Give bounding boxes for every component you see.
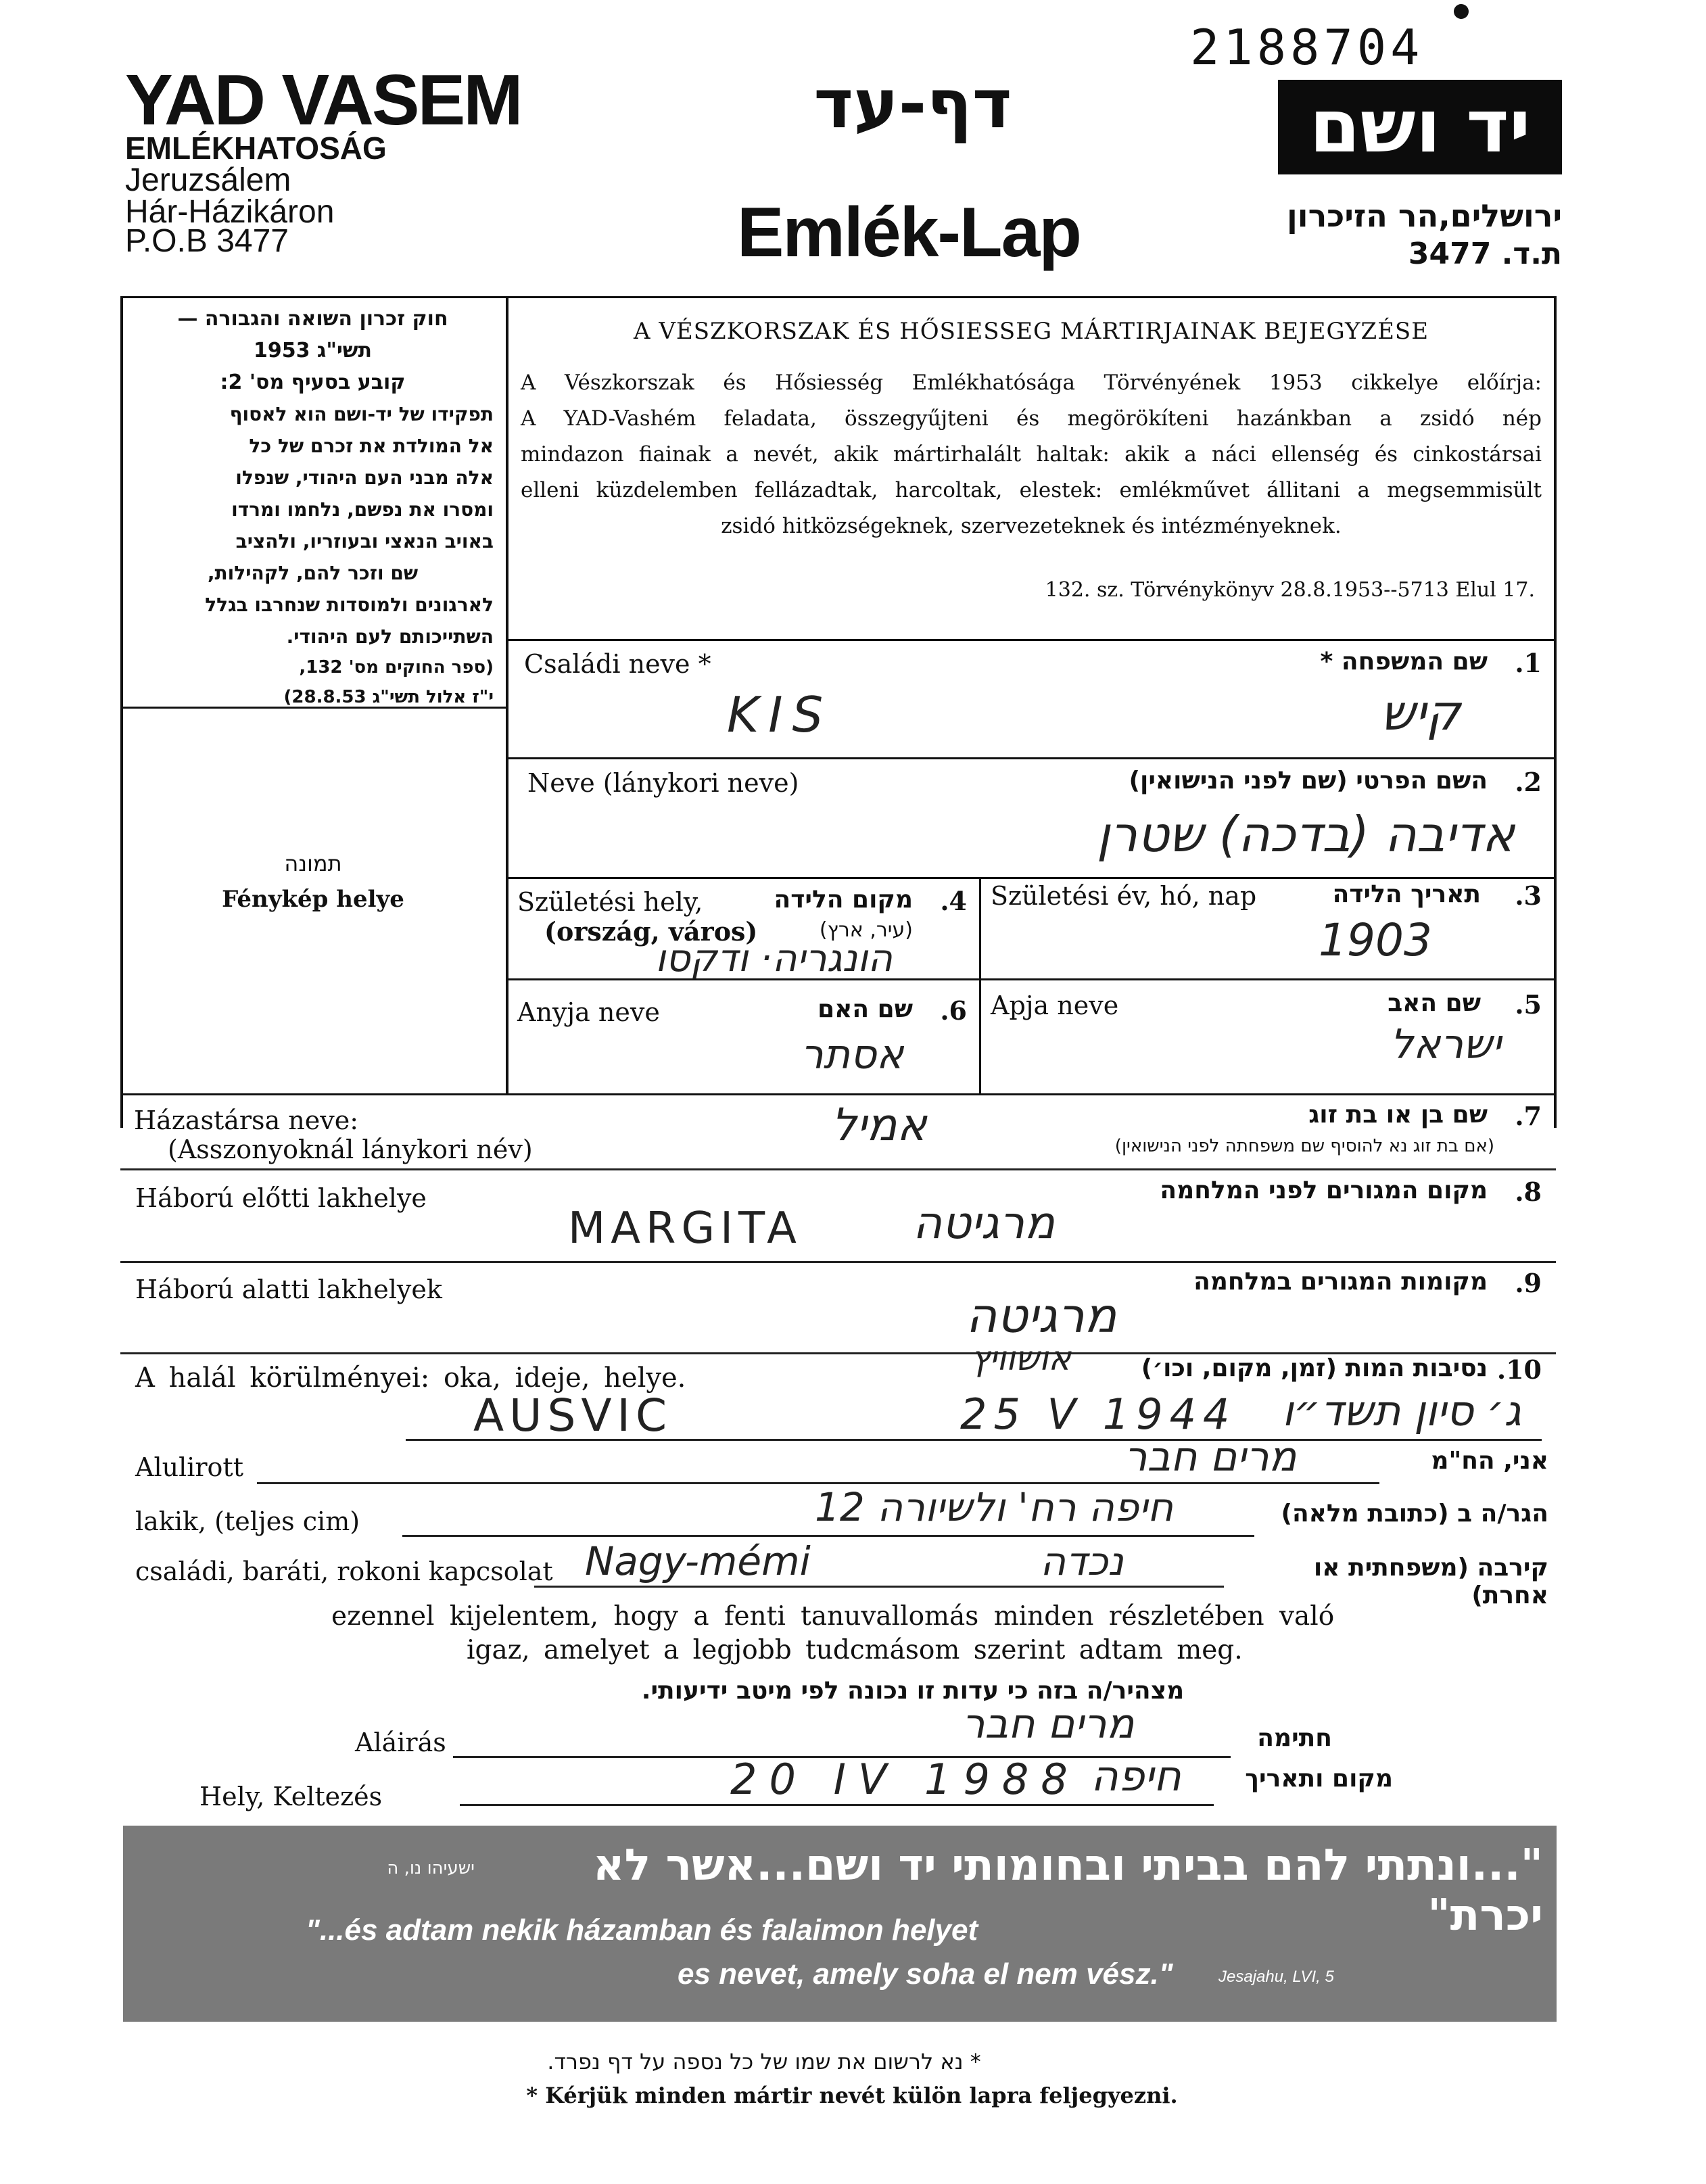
- hebrew-title: דף-עד: [813, 64, 1012, 143]
- law-line: תפקידו של יד-ושם הוא לאסוף: [229, 403, 494, 425]
- field-6-label: Anyja neve: [517, 997, 660, 1027]
- hebrew-address: ירושלים,הר הזיכרון: [1287, 197, 1562, 234]
- law-line: שם וזכר להם, לקהילות,: [207, 562, 419, 584]
- signature-hebrew: חתימה: [1257, 1724, 1332, 1752]
- law-line: קובע בסעיף מס' 2:: [220, 371, 406, 394]
- declarant-address-hebrew: הגר/ה ב (כתובת מלאה): [1281, 1500, 1548, 1527]
- org-sub: EMLÉKHATOSÁG: [125, 130, 387, 166]
- field-3-hebrew-label: תאריך הלידה: [1332, 880, 1481, 908]
- field-6-number: .6: [940, 995, 967, 1026]
- field-4-label-2: (ország, város): [544, 916, 758, 947]
- field-8-number: .8: [1515, 1177, 1542, 1207]
- footer-hebrew: * נא לרשום את שמו של כל נספה על דף נפרד.: [547, 2049, 981, 2074]
- declarant-address-label: lakik, (teljes cim): [135, 1506, 360, 1536]
- law-line: אל המולדת את זכרם של כל: [249, 435, 494, 457]
- statement-hebrew: מצהיר/ה בזה כי עדות זו נכונה לפי מיטב ידיעותי.: [641, 1677, 1185, 1705]
- field-8-underline: [120, 1261, 1556, 1263]
- photo-label: Fénykép helye: [222, 886, 404, 913]
- intro-line: A Vészkorszak és Hősiesség Emlékhatósága Törvényének 1953 cikkelye előírja:: [521, 371, 1542, 395]
- place-date-underline: [460, 1804, 1214, 1806]
- field-7-label: Házastársa neve:: [134, 1106, 359, 1135]
- declarant-name-hebrew: אני, הח"מ: [1431, 1447, 1548, 1475]
- field-5-label: Apja neve: [991, 991, 1119, 1020]
- law-box: [132, 303, 494, 712]
- field-10-value[interactable]: AUSVIC: [473, 1390, 673, 1442]
- law-line: ומסרו את נפשם, נלחמו ומרדו: [231, 498, 494, 521]
- field-4-hebrew-sub: (עיר, ארץ): [819, 918, 913, 942]
- declarant-address-value[interactable]: חיפה רח' ולשיורה 12: [815, 1484, 1173, 1530]
- intro-text: [521, 365, 1542, 544]
- field-1-label: Családi neve *: [524, 649, 711, 679]
- law-line: חוק זכרון השואה והגבורה —: [177, 307, 448, 331]
- org-name: YAD VASEM: [125, 60, 521, 140]
- banner-hebrew-ref: ישעיהו נו, ה: [387, 1858, 475, 1878]
- banner-line-2: es nevet, amely soha el nem vész.": [678, 1957, 1173, 1991]
- field-6-value-hebrew[interactable]: אסתר: [800, 1031, 904, 1078]
- banner-line-1: "...és adtam nekik házamban és falaimon helyet: [306, 1914, 978, 1947]
- law-box-divider: [506, 296, 508, 1094]
- field-1-hebrew-label: שם המשפחה *: [1320, 648, 1488, 675]
- frame-right: [1554, 296, 1557, 1128]
- intro-line: elleni küzdelemben fellázadtak, harcoltak, elestek: emlékművet állitani a megsemmisült: [521, 478, 1542, 502]
- law-line: לארגונים ולמוסדות שנחרבו בגלל: [205, 594, 494, 616]
- place-date-value-hebrew[interactable]: חיפה: [1091, 1751, 1181, 1801]
- col-divider-3-4: [979, 879, 981, 979]
- field-7-label-2: (Asszonyoknál lánykori név): [168, 1135, 533, 1164]
- page-title: Emlék-Lap: [737, 193, 1081, 272]
- declarant-relation-value[interactable]: Nagy-mémi: [585, 1538, 811, 1584]
- declarant-name-label: Alulirott: [135, 1452, 243, 1482]
- declarant-relation-underline: [534, 1586, 1224, 1588]
- logo-text: יד ושם: [1309, 85, 1531, 169]
- statement-line-1: ezennel kijelentem, hogy a fenti tanuvallomás minden részletében való: [331, 1601, 1335, 1632]
- field-8-label: Háború előtti lakhelye: [135, 1183, 427, 1213]
- row-line-1: [507, 639, 1555, 641]
- photo-label-hebrew: תמונה: [284, 851, 342, 876]
- hebrew-pob: ת.ד. 3477: [1408, 237, 1562, 271]
- field-9-number: .9: [1515, 1268, 1542, 1298]
- field-4-hebrew-label: מקום הלידה: [774, 886, 913, 913]
- declarant-relation-label: családi, baráti, rokoni kapcsolat: [135, 1557, 553, 1586]
- intro-line: mindazon fiainak a nevét, akik mártirhalált haltak: akik a náci ellenség és cinkostársai: [521, 442, 1542, 467]
- place-date-label: Hely, Keltezés: [199, 1782, 383, 1811]
- intro-citation: 132. sz. Törvénykönyv 28.8.1953--5713 Elul 17.: [1045, 578, 1535, 602]
- field-10-number: .10: [1496, 1354, 1542, 1385]
- field-7-number: .7: [1515, 1101, 1542, 1131]
- frame-left: [120, 296, 123, 1128]
- field-9-label: Háború alatti lakhelyek: [135, 1275, 442, 1304]
- row-line-5: [120, 1093, 1556, 1095]
- field-4-label: Születési hely,: [517, 887, 703, 917]
- law-line: תשי"ג 1953: [253, 339, 373, 362]
- org-city: Jeruzsálem: [125, 162, 291, 198]
- frame-top-left: [120, 296, 506, 298]
- field-10-value-date[interactable]: 25 V 1944: [960, 1390, 1237, 1439]
- field-7-value-hebrew[interactable]: אמיל: [831, 1099, 927, 1151]
- place-date-value[interactable]: 20 IV 1988: [730, 1755, 1080, 1804]
- law-line: השתייכותם לעם היהודי.: [286, 625, 494, 648]
- org-mount: Hár-Házikáron: [125, 194, 335, 230]
- law-line: י"ז אלול תשי"ג 28.8.53): [283, 687, 494, 707]
- serial-number: 2188704: [1190, 19, 1424, 76]
- field-8-hebrew-label: מקום המגורים לפני המלחמה: [1160, 1177, 1488, 1204]
- field-10-value-hebrew-top[interactable]: אושוויץ: [971, 1339, 1071, 1378]
- field-10-value-hebrew-date[interactable]: ג׳ סיון תשד״ו: [1282, 1386, 1521, 1435]
- field-4-number: .4: [940, 886, 967, 916]
- field-2-hebrew-label: השם הפרטי (שם לפני הנישואין): [1129, 767, 1488, 794]
- law-line: (ספר החוקים מס' 132,: [299, 657, 494, 678]
- field-2-label: Neve (lánykori neve): [527, 768, 799, 798]
- yad-vashem-logo: [1278, 80, 1562, 174]
- row-line-3: [507, 877, 1555, 879]
- field-1-value-hebrew[interactable]: קיש: [1380, 684, 1461, 741]
- field-9-value-hebrew[interactable]: מרגיטה: [966, 1288, 1117, 1344]
- field-7-underline: [120, 1168, 1556, 1170]
- field-4-value-hebrew[interactable]: הונגריה· ודקסו: [655, 936, 893, 980]
- field-3-label: Születési év, hó, nap: [991, 881, 1257, 911]
- field-9-hebrew-label: מקומות המגורים במלחמה: [1193, 1268, 1488, 1296]
- law-line: באויב הנאצי ובעוזריו, ולהציב: [235, 530, 494, 552]
- field-5-value-hebrew[interactable]: ישראל: [1390, 1021, 1501, 1068]
- field-3-value[interactable]: 1903: [1319, 914, 1432, 966]
- banner-ref: Jesajahu, LVI, 5: [1218, 1968, 1334, 1986]
- declarant-name-value[interactable]: מרים חבר: [1124, 1433, 1297, 1481]
- field-2-value-hebrew[interactable]: אדיבה (בדכה) שטרן: [1096, 806, 1515, 863]
- banner-hebrew: "...ונתתי להם בביתי ובחומותי יד ושם...אשר לא יכרת": [592, 1841, 1543, 1941]
- signature-label: Aláirás: [355, 1728, 446, 1757]
- field-10-hebrew-label: נסיבות המות (זמן, מקום, וכו׳): [1141, 1354, 1488, 1382]
- row-line-2: [507, 757, 1555, 759]
- signature-value[interactable]: מרים חבר: [962, 1701, 1135, 1748]
- field-3-number: .3: [1515, 880, 1542, 911]
- field-7-hebrew-label: שם בן או בת זוג: [1308, 1101, 1488, 1129]
- col-divider-5-6: [979, 980, 981, 1094]
- field-8-value-hebrew[interactable]: מרגיטה: [913, 1197, 1055, 1249]
- frame-top-right: [506, 296, 1556, 298]
- quote-banner: [123, 1826, 1557, 2022]
- field-1-value[interactable]: KIS: [727, 686, 833, 743]
- field-2-number: .2: [1515, 767, 1542, 797]
- declarant-relation-value-hebrew[interactable]: נכדה: [1040, 1538, 1124, 1584]
- field-5-number: .5: [1515, 989, 1542, 1020]
- org-pob: P.O.B 3477: [125, 223, 289, 259]
- statement-line-2: igaz, amelyet a legjobb tudcmásom szerint adtam meg.: [467, 1635, 1243, 1665]
- footer-text: * Kérjük minden mártir nevét külön lapra feljegyezni.: [526, 2083, 1178, 2108]
- ink-dot: [1454, 4, 1469, 19]
- declarant-relation-hebrew: קירבה (משפחתית או אחרת): [1313, 1554, 1548, 1609]
- law-line: אלה מבני העם היהודי, שנפלו: [235, 467, 494, 489]
- field-1-number: .1: [1515, 648, 1542, 678]
- place-date-hebrew: מקום ותאריך: [1245, 1765, 1393, 1793]
- field-10-label: A halál körülményei: oka, ideje, helye.: [135, 1362, 686, 1394]
- field-7-hebrew-sub: (אם בת זוג נא להוסיף שם משפחתה לפני הנישואין): [1114, 1136, 1494, 1156]
- intro-line: A YAD-Vashém feladata, összegyűjteni és megörökíteni hazánkban a zsidó nép: [521, 406, 1542, 431]
- field-5-hebrew-label: שם האב: [1388, 989, 1481, 1017]
- declarant-address-underline: [402, 1535, 1254, 1537]
- intro-heading: A VÉSZKORSZAK ÉS HŐSIESSEG MÁRTIRJAINAK BEJEGYZÉSE: [633, 318, 1429, 345]
- field-6-hebrew-label: שם האם: [818, 995, 913, 1023]
- field-8-value[interactable]: MARGITA: [568, 1204, 802, 1254]
- intro-line: zsidó hitközségeknek, szervezeteknek és intézményeknek.: [721, 514, 1342, 538]
